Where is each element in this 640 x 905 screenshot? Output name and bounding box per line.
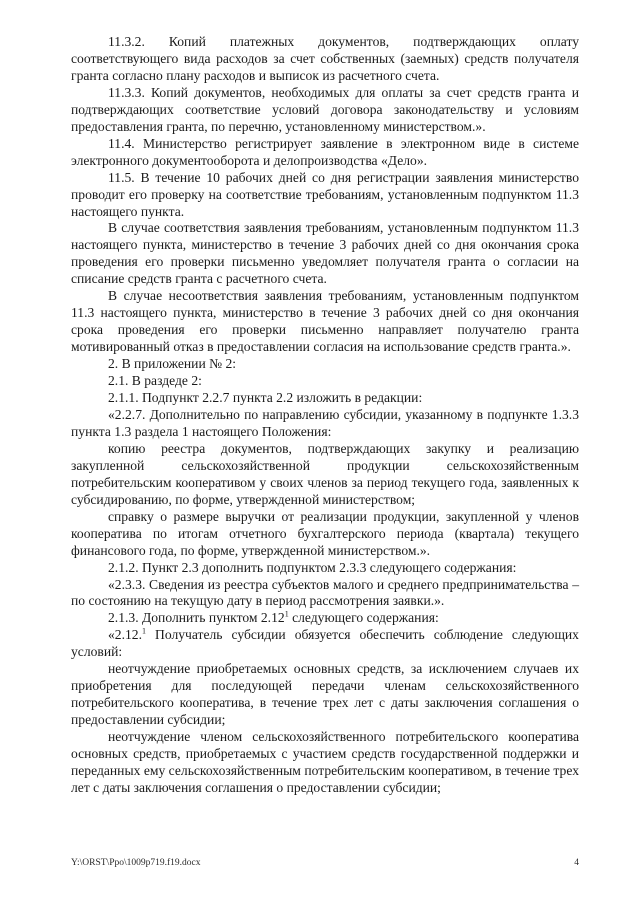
paragraph-section-2: 2.1. В раздеде 2: [108,373,202,389]
paragraph-2-1-1: 2.1.1. Подпункт 2.2.7 пункта 2.2 изложить в редакции: [108,390,423,406]
paragraph-non-alienation-assets: неотчуждение приобретаемых основных средств, за исключением случаев их приобретения для последующей передачи членам сельскохозяйственного потребительского кооператива, в течение трех лет с даты заключения соглашения о предоставлении субсидии; [71,661,579,728]
paragraph-2-1-3-end: следующего содержания: [292,610,439,626]
paragraph-appendix-2: 2. В приложении № 2: [108,356,237,372]
paragraph-compliance-case: В случае соответствия заявления требованиям, установленным подпунктом 11.3 настоящего пункта, министерство в течение 3 рабочих дней со дня окончания срока проведения его проверки письменно уведомляет получателя гранта о согласии на списание средств гранта с расчетного счета. [71,220,579,287]
paragraph-revenue-certificate: справку о размере выручки от реализации продукции, закупленной у членов кооператива по итогам отчетного бухгалтерского периода (квартала) текущего финансового года, по форме, утвержденной министерством.». [71,508,579,558]
paragraph-2-12-label: «2.12. [108,627,142,643]
paragraph-registry-copy: копию реестра документов, подтверждающих закупку и реализацию закупленной сельскохозяйственной продукции сельскохозяйственным потребительским кооперативом у своих членов за период текущего года, заявленных к субсидированию, по форме, утвержденной министерством; [71,440,579,507]
document-body [71,34,579,797]
paragraph-2-1-2: 2.1.2. Пункт 2.3 дополнить подпунктом 2.3.3 следующего содержания: [108,559,517,575]
superscript-mark: 1 [141,626,146,636]
superscript-mark: 1 [284,609,289,619]
paragraph-2-1-3-start: 2.1.3. Дополнить пунктом 2.12 [108,610,285,626]
file-path: Y:\ORST\Ppo\1009p719.f19.docx [71,858,201,868]
paragraph-noncompliance-case: В случае несоответствия заявления требованиям, установленным подпунктом 11.3 настоящего пункта, министерство в течение 3 рабочих дней со дня окончания срока проведения его проверки письменно направляет получателю гранта мотивированный отказ в предоставлении согласия на использование средств гранта.». [71,288,579,355]
paragraph-2-2-7: «2.2.7. Дополнительно по направлению субсидии, указанному в подпункте 1.3.3 пункта 1.3 раздела 1 настоящего Положения: [71,406,579,439]
paragraph-2-3-3: «2.3.3. Сведения из реестра субъектов малого и среднего предпринимательства – по состоянию на текущую дату в период рассмотрения заявки.». [71,576,579,609]
paragraph-11-3-3: 11.3.3. Копий документов, необходимых для оплаты за счет средств гранта и подтверждающих соответствие условий договора законодательству и условиям предоставления гранта, по перечню, установленному министерством.». [71,84,579,134]
paragraph-11-3-2: 11.3.2. Копий платежных документов, подтверждающих оплату соответствующего вида расходов за счет собственных (заемных) средств получателя гранта согласно плану расходов и выписок из расчетного счета. [71,34,579,83]
paragraph-2-1-3 [71,610,579,627]
paragraph-2-12 [71,627,579,661]
paragraph-11-5: 11.5. В течение 10 рабочих дней со дня регистрации заявления министерство проводит его проверку на соответствие требованиям, установленным подпунктом 11.3 настоящего пункта. [71,169,579,219]
paragraph-non-alienation-member: неотчуждение членом сельскохозяйственного потребительского кооператива основных средств, приобретаемых с участием средств государственной поддержки и переданных ему сельскохозяйственным потребительским кооперативом, в течение трех лет с даты заключения соглашения о предоставлении субсидии; [71,729,579,795]
paragraph-11-4: 11.4. Министерство регистрирует заявление в электронном виде в системе электронного документооборота и делопроизводства «Дело». [71,135,579,168]
paragraph-2-12-text: Получатель субсидии обязуется обеспечить соблюдение следующих условий: [71,627,579,660]
page-number: 4 [574,858,579,868]
